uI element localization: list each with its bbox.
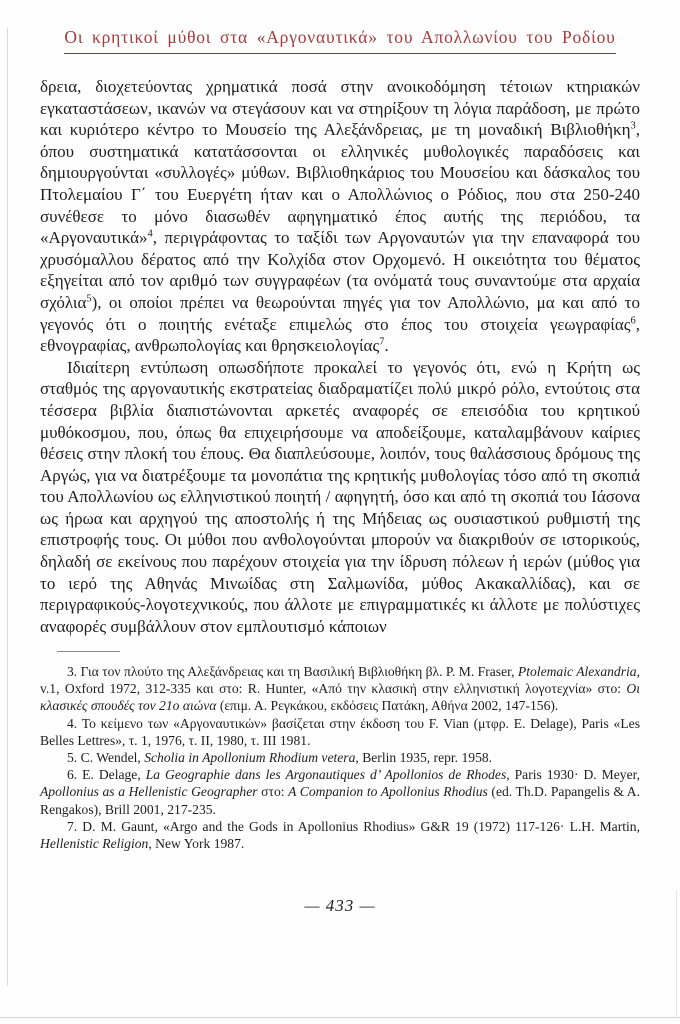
footnote-3 <box>40 663 640 715</box>
footnote-separator <box>57 651 120 652</box>
footnote-ref-7: 7 <box>379 336 385 348</box>
footnote-5 <box>40 749 640 766</box>
footnote-segment-italic: Ptolemaic Alexandria <box>517 664 637 679</box>
footnote-segment-italic: La Geographie dans les Argonautiques d’ Apollonios de Rhodes <box>145 767 507 783</box>
scan-edge-bottom <box>0 1017 680 1018</box>
footnote-segment: 4. Το κείμενο των «Αργοναυτικών» βασίζεται στην έκδοση του F. Vian (μτφρ. E. Delage), Paris «Les Belles Lettres», τ. 1, 1976, τ. II, 1980, τ. III 1981. <box>40 715 640 748</box>
footnote-segment: 3. Για τον πλούτο της Αλεξάνδρειας και τη Βασιλική Βιβλιοθήκη βλ. P. M. Fraser, <box>67 664 518 679</box>
footnote-segment: , New York 1987. <box>148 836 245 852</box>
footnote-segment: , Berlin 1935, repr. 1958. <box>355 750 493 766</box>
footnote-ref-3: 3 <box>630 120 636 132</box>
page-number: — 433 — <box>304 896 376 915</box>
footnote-segment-italic: Scholia in Apollonium Rhodium vetera <box>144 750 356 766</box>
footnote-segment: , Paris 1930· D. Meyer, <box>506 767 640 783</box>
footnote-segment: (ed. Th.D. Papangelis & A. Rengakos), Brill 2001, 217-235. <box>40 784 640 817</box>
footnote-ref-6: 6 <box>630 314 636 326</box>
body-text <box>40 76 640 637</box>
paragraph-1-text: ), οι οποίοι πρέπει να θεωρούνται πηγές για τον Απολλώνιο, μα και από το γεγονός ότι ο ποιητής ενέταξε επιμελώς στο έπος του στοιχεία γεωγραφίας <box>40 292 640 334</box>
footnote-4 <box>40 715 640 749</box>
footnote-segment: 5. C. Wendel, <box>67 750 145 766</box>
page-title: Οι κρητικοί μύθοι στα «Αργοναυτικά» του Απολλωνίου του Ροδίου <box>64 27 615 54</box>
footnote-7 <box>40 818 640 852</box>
paragraph-2: Ιδιαίτερη εντύπωση οπωσδήποτε προκαλεί το γεγονός ότι, ενώ η Κρήτη ως σταθμός της αργοναυτικής εκστρατείας διαδραματίζει πολύ μικρό ρόλο, εντούτοις στα τέσσερα βιβλία διαπιστώνονται αρκετές αναφορές σε επεισόδια του κρητικού μυθόκοσμου, που, όπως θα επιχειρήσουμε να αποδείξουμε, καταλαμβάνουν καίριες θέσεις στην πλοκή του έπους. Θα διαπλεύσουμε, λοιπόν, τους θαλάσσιους δρόμους της Αργώς, για να διατρέξουμε τα μονοπάτια της κρητικής μυθολογίας τόσο από τη σκοπιά του Απολλωνίου ως ελληνιστικού ποιητή / αφηγητή, όσο και από τη σκοπιά του Ιάσονα ως ήρωα και αρχηγού της αποστολής ή της Μήδειας ως ουσιαστικού ρυθμιστή της επιστροφής τους. Οι μύθοι που ανθολογούνται μπορούν να διακριθούν σε ιστορικούς, δηλαδή σε εκείνους που παρέχουν στοιχεία για την ίδρυση πόλεων ή ιερών (μύθος για το ιερό της Αθηνάς Μινωίδας στη Σαλμωνίδα, μύθος Ακακαλλίδας), και σε περιγραφικούς-λογοτεχνικούς, που άλλοτε με επιγραμματικές κι άλλοτε με πολύστιχες αναφορές συμβάλλουν στον εμπλουτισμό κάποιων <box>40 357 640 636</box>
paragraph-1 <box>40 76 640 357</box>
footnote-ref-5: 5 <box>86 293 92 305</box>
footnote-6 <box>40 766 640 818</box>
paragraph-1-text: . <box>384 336 389 356</box>
scan-edge-left <box>7 28 8 986</box>
footnotes <box>40 663 640 852</box>
paragraph-1-text: δρεια, διοχετεύοντας χρηματικά ποσά στην ανοικοδόμηση τέτοιων κτηριακών εγκαταστάσεων, ικανών να στεγάσουν και να στηρίξουν τη λόγια παράδοση, με πρώτο και κυριότερο κέντρο το Μουσείο της Αλεξάνδρειας, με τη μοναδική Βιβλιοθήκη <box>40 77 640 140</box>
footnote-segment-italic: Hellenistic Religion <box>40 836 149 852</box>
footnote-segment: (επιμ. Α. Ρεγκάκου, εκδόσεις Πατάκη, Αθήνα 2002, 147-156). <box>216 698 559 714</box>
paragraph-1-text: , εθνογραφίας, ανθρωπολογίας και θρησκειολογίας <box>40 314 640 356</box>
footnote-segment: 7. D. M. Gaunt, «Argo and the Gods in Apollonius Rhodius» G&R 19 (1972) 117-126· L.H. Martin, <box>67 818 640 834</box>
footnote-segment: , v.1, Oxford 1972, 312-335 και στο: R. Hunter, «Από την κλασική στην ελληνιστική λογοτεχνία» στο: <box>40 664 640 697</box>
running-head <box>30 27 650 54</box>
paragraph-1-text: , όπου συστηματικά κατατάσσονται οι ελληνικές μυθολογικές παραδόσεις και δημιουργούνται «συλλογές» μύθων. Βιβλιοθηκάριος του Μουσείου και δάσκαλος του Πτολεμαίου Γ΄ του Ευεργέτη ήταν και ο Απολλώνιος ο Ρόδιος, που στα 250-240 συνέθεσε το μόνο διασωθέν αφηγηματικό έπος αυτής της περιόδου, τα «Αργοναυτικά» <box>40 120 640 248</box>
footnote-segment: στο: <box>257 784 289 800</box>
footnote-segment-italic: Apollonius as a Hellenistic Geographer <box>40 784 258 800</box>
footnote-segment-italic: Οι κλασικές σπουδές τον 21ο αιώνα <box>40 681 640 714</box>
footnote-segment-italic: A Companion to Apollonius Rhodius <box>288 784 488 800</box>
paragraph-1-text: , περιγράφοντας το ταξίδι των Αργοναυτών για την επαναφορά του χρυσόμαλλου δέρατος από την Κολχίδα στον Ορχομενό. Η οικειότητα του θέματος εξηγείται από τον αριθμό των συγγραφέων (τα ονόματά τους συναντούμε στα αρχαία σχόλια <box>40 228 640 312</box>
footnote-segment: 6. E. Delage, <box>67 767 146 783</box>
footnote-ref-4: 4 <box>147 228 153 240</box>
